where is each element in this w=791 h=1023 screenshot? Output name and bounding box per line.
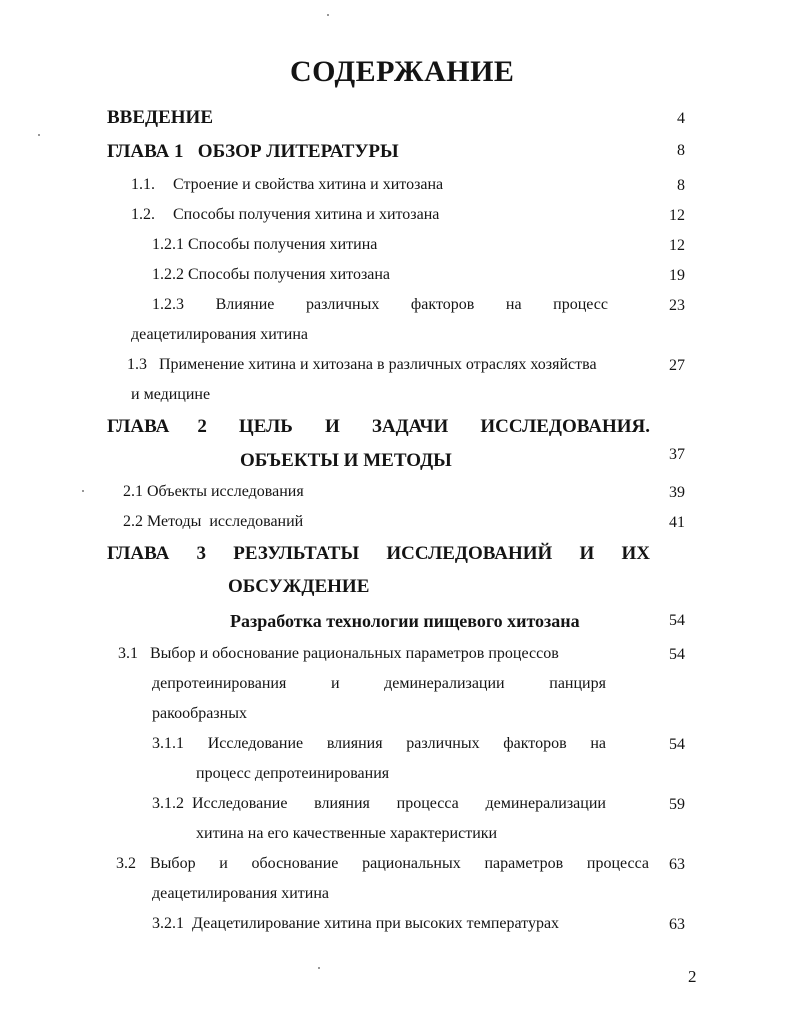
toc-word: факторов xyxy=(410,296,475,313)
toc-word: 3.2 xyxy=(116,855,136,872)
toc-word: Влияние xyxy=(215,296,275,313)
toc-1-1-page: 8 xyxy=(677,177,685,194)
toc-3-1-2 xyxy=(152,796,606,812)
toc-word: ЦЕЛЬ xyxy=(238,416,293,437)
toc-chapter-3-continuation: ОБСУЖДЕНИЕ xyxy=(228,576,370,597)
toc-word: 1.2.3 xyxy=(152,296,184,313)
toc-word: процесса xyxy=(586,855,649,872)
toc-1-2-3 xyxy=(152,297,608,313)
toc-word: Выбор xyxy=(150,855,196,872)
toc-word: и xyxy=(219,855,228,872)
toc-3-1-continuation: ракообразных xyxy=(152,705,247,722)
toc-chapter-2-continuation: ОБЪЕКТЫ И МЕТОДЫ xyxy=(240,450,452,471)
toc-3-1-page: 54 xyxy=(669,646,685,663)
toc-chapter-2 xyxy=(107,417,650,436)
toc-word: и xyxy=(330,675,340,692)
toc-1-3-page: 27 xyxy=(669,357,685,374)
toc-word: Исследование xyxy=(192,795,288,812)
scan-speck xyxy=(38,134,40,136)
toc-1-2-number: 1.2. xyxy=(131,206,155,223)
toc-word: депротеинирования xyxy=(152,675,287,692)
toc-intro-page: 4 xyxy=(677,110,685,127)
toc-word: обоснование xyxy=(251,855,339,872)
toc-3-1-1-continuation: процесс депротеинирования xyxy=(196,765,390,782)
toc-3-2-page: 63 xyxy=(669,856,685,873)
toc-3-2 xyxy=(116,856,649,872)
toc-word: процесса xyxy=(396,795,459,812)
toc-word: деминерализации xyxy=(485,795,606,812)
toc-word: различных xyxy=(306,296,380,313)
toc-2-2: 2.2 Методы исследований xyxy=(123,513,304,530)
toc-3-1-1-page: 54 xyxy=(669,736,685,753)
toc-1-2-2: 1.2.2 Способы получения хитозана xyxy=(152,266,391,283)
toc-chapter-3-subtitle: Разработка технологии пищевого хитозана xyxy=(230,611,580,631)
toc-chapter-1: ГЛАВА 1 ОБЗОР ЛИТЕРАТУРЫ xyxy=(107,141,399,162)
toc-chapter-2-page: 37 xyxy=(669,446,685,463)
toc-word: факторов xyxy=(503,735,567,752)
toc-1-2-2-page: 19 xyxy=(669,267,685,284)
scan-speck xyxy=(318,967,320,969)
toc-1-1-number: 1.1. xyxy=(131,176,155,193)
toc-1-2-page: 12 xyxy=(669,207,685,224)
page-number: 2 xyxy=(688,967,697,986)
toc-3-2-1: 3.2.1 Деацетилирование хитина при высоких температурах xyxy=(152,915,560,932)
toc-3-2-continuation: деацетилирования хитина xyxy=(152,885,330,902)
toc-2-2-page: 41 xyxy=(669,514,685,531)
toc-word: деминерализации xyxy=(384,675,505,692)
toc-3-1-2-page: 59 xyxy=(669,796,685,813)
toc-2-1-page: 39 xyxy=(669,484,685,501)
toc-1-3-continuation: и медицине xyxy=(131,386,211,403)
toc-1-2-1-page: 12 xyxy=(669,237,685,254)
toc-word: ГЛАВА xyxy=(107,416,170,437)
toc-word: на xyxy=(590,735,606,752)
toc-word: 3.1.1 xyxy=(152,735,184,752)
toc-1-1: Строение и свойства хитина и хитозана xyxy=(173,176,444,193)
toc-word: панциря xyxy=(549,675,606,692)
toc-word: на xyxy=(505,296,522,313)
toc-3-1: 3.1 Выбор и обоснование рациональных параметров процессов xyxy=(118,645,559,662)
toc-3-1-line2 xyxy=(152,676,606,692)
page-title: СОДЕРЖАНИЕ xyxy=(290,55,515,88)
scan-speck xyxy=(327,14,329,16)
toc-word: ИХ xyxy=(621,543,650,564)
toc-3-1-2-continuation: хитина на его качественные характеристики xyxy=(196,825,498,842)
toc-word: РЕЗУЛЬТАТЫ xyxy=(233,543,360,564)
toc-word: параметров xyxy=(484,855,564,872)
toc-3-2-1-page: 63 xyxy=(669,916,685,933)
toc-word: 3 xyxy=(196,543,207,564)
toc-1-2: Способы получения хитина и хитозана xyxy=(173,206,440,223)
toc-word: ИССЛЕДОВАНИЙ xyxy=(386,543,553,564)
toc-word: 3.1.2 xyxy=(152,795,184,812)
toc-1-2-3-continuation: деацетилирования хитина xyxy=(131,326,309,343)
toc-word: И xyxy=(324,416,340,437)
toc-1-2-3-page: 23 xyxy=(669,297,685,314)
toc-word: рациональных xyxy=(362,855,461,872)
toc-intro: ВВЕДЕНИЕ xyxy=(107,107,213,128)
toc-2-1: 2.1 Объекты исследования xyxy=(123,483,304,500)
toc-word: процесс xyxy=(553,296,608,313)
toc-word: различных xyxy=(406,735,480,752)
toc-word: 2 xyxy=(197,416,207,437)
toc-word: Исследование xyxy=(207,735,304,752)
toc-chapter-3-subtitle-page: 54 xyxy=(669,612,685,629)
toc-1-2-1: 1.2.1 Способы получения хитина xyxy=(152,236,378,253)
toc-chapter-1-page: 8 xyxy=(677,142,685,159)
toc-3-1-1 xyxy=(152,736,606,752)
toc-word: ИССЛЕДОВАНИЯ. xyxy=(480,416,650,437)
toc-word: влияния xyxy=(326,735,383,752)
scan-speck xyxy=(82,490,84,492)
toc-word: ЗАДАЧИ xyxy=(371,416,449,437)
toc-1-3: 1.3 Применение хитина и хитозана в различных отраслях хозяйства xyxy=(127,356,597,373)
toc-word: ГЛАВА xyxy=(107,543,170,564)
toc-word: влияния xyxy=(314,795,370,812)
toc-chapter-3 xyxy=(107,544,650,563)
toc-word: И xyxy=(579,543,595,564)
